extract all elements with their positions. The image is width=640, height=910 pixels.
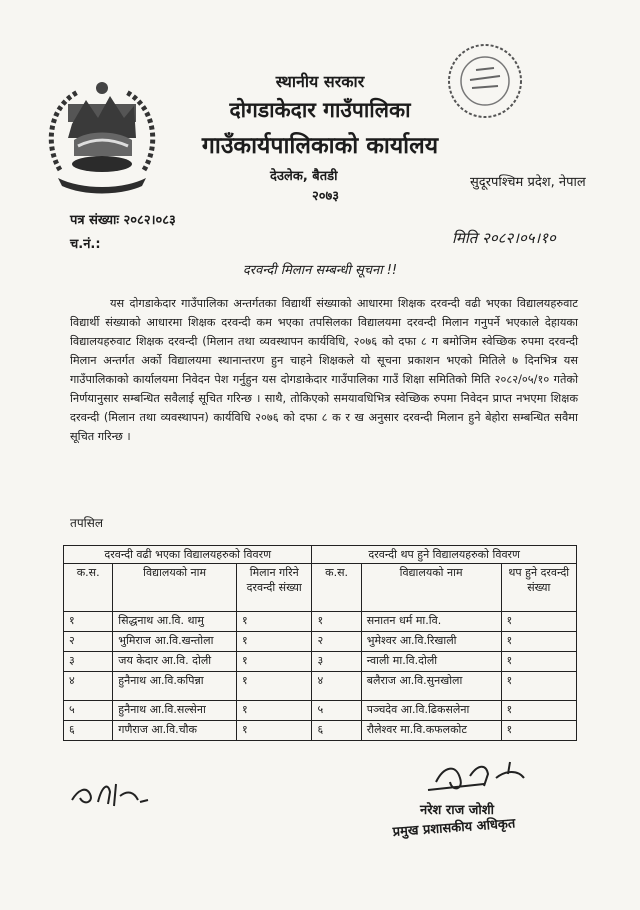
cell-to-school: भुमेश्वर आ.वि.रिखाली	[361, 632, 501, 652]
group-header-surplus: दरवन्दी वढी भएका विद्यालयहरुको विवरण	[64, 546, 312, 564]
cell-count: १	[237, 652, 312, 672]
table-row	[64, 632, 577, 652]
cell-count-2: १	[501, 672, 576, 701]
cell-to-school: पञ्चदेव आ.वि.ढिकसलेना	[361, 701, 501, 721]
cell-to-school: सनातन धर्म मा.वि.	[361, 612, 501, 632]
cell-sn: १	[64, 612, 113, 632]
initials-signature-icon	[68, 772, 160, 812]
letter-date: मिति २०८२।०५।१०	[452, 229, 556, 247]
letter-number: पत्र संख्याः २०८२।०८३	[70, 213, 176, 228]
notice-body: यस दोगडाकेदार गाउँपालिका अन्तर्गतका विद्यार्थी संख्याको आधारमा शिक्षक दरवन्दी वढी भएका विद्यालयहरुवाट विद्यार्थी संख्याको आधारमा शिक्षक दरवन्दी कम भएका तपसिलका विद्यालयमा दरवन्दी मिलान गनुपर्ने भएकाले देहायका विद्यालयहरुवाट शिक्षक दरवन्दी (मिलान तथा व्यवस्थापन कार्यविधि, २०७६ को दफा ८ ग बमोजिम स्वेच्छिक रुपमा दरवन्दी मिलान अन्तर्गत अर्को विद्यालयमा स्थानान्तरण हुन चाहने शिक्षकले यो सूचना प्रकाशन भएको मितिले ७ दिनभित्र यस गाउँपालिकाको कार्यालयमा निवेदन पेश गर्नुहुन यस दोगडाकेदार गाउँपालिका गाउँ शिक्षा समितिको मिति २०८२/०५/१० गतेको निर्णयानुसार सम्बन्धित सवैलाई सूचित गरिन्छ । साथै, तोकिएको समयावधिभित्र स्वेच्छिक रुपमा निवेदन प्राप्त नभएमा शिक्षक दरवन्दी (मिलान तथा व्यवस्थापन) कार्यविधि २०७६ को दफा ८ क र ख अनुसार दरवन्दी मिलान हुने बेहोरा सम्बन्धित सवैमा सूचित गरिन्छ ।	[70, 297, 578, 443]
header-province: सुदूरपश्चिम प्रदेश, नेपाल	[470, 175, 586, 190]
officer-name: नरेश राज जोशी	[420, 803, 494, 818]
header-location: देउलेक, बैतडी	[270, 169, 338, 184]
officer-title: प्रमुख प्रशासकीय अधिकृत	[392, 816, 516, 840]
group-header-addition: दरवन्दी थप हुने विद्यालयहरुको विवरण	[312, 546, 577, 564]
table-row	[64, 701, 577, 721]
cell-sn-2: १	[312, 612, 361, 632]
cell-sn: ५	[64, 701, 113, 721]
cell-count: १	[237, 672, 312, 701]
table-row	[64, 721, 577, 741]
cell-count-2: १	[501, 612, 576, 632]
adjustment-table	[63, 545, 577, 741]
cell-sn-2: ६	[312, 721, 361, 741]
cell-sn-2: २	[312, 632, 361, 652]
cell-count: १	[237, 632, 312, 652]
cell-sn-2: ३	[312, 652, 361, 672]
col-school-name-2: विद्यालयको नाम	[361, 564, 501, 612]
cell-count-2: १	[501, 721, 576, 741]
cell-sn: ४	[64, 672, 113, 701]
cell-count-2: १	[501, 701, 576, 721]
cell-to-school: बलैराज आ.वि.सुनखोला	[361, 672, 501, 701]
cell-from-school: सिद्धनाथ आ.वि. थामु	[113, 612, 237, 632]
cell-count-2: १	[501, 632, 576, 652]
cell-to-school: न्वाली मा.वि.दोली	[361, 652, 501, 672]
cell-to-school: रौलेश्वर मा.वि.कफलकोट	[361, 721, 501, 741]
cell-from-school: हुनैनाथ आ.वि.कपिन्ना	[113, 672, 237, 701]
cell-sn: २	[64, 632, 113, 652]
cell-sn-2: ४	[312, 672, 361, 701]
cell-count-2: १	[501, 652, 576, 672]
cell-count: १	[237, 612, 312, 632]
cell-from-school: जय केदार आ.वि. दोली	[113, 652, 237, 672]
cell-sn: ६	[64, 721, 113, 741]
cell-from-school: भुमिराज आ.वि.खन्तोला	[113, 632, 237, 652]
chalani-number: च.नं.:	[70, 237, 101, 252]
header-office: गाउँकार्यपालिकाको कार्यालय	[201, 133, 439, 159]
header-local-government: स्थानीय सरकार	[275, 72, 365, 91]
table-row	[64, 672, 577, 701]
cell-sn: ३	[64, 652, 113, 672]
col-school-name: विद्यालयको नाम	[113, 564, 237, 612]
cell-sn-2: ५	[312, 701, 361, 721]
col-adjust-count: मिलान गरिने दरवन्दी संख्या	[237, 564, 312, 612]
table-row	[64, 652, 577, 672]
table-row	[64, 612, 577, 632]
col-add-count: थप हुने दरवन्दी संख्या	[501, 564, 576, 612]
tapasil-label: तपसिल	[70, 516, 104, 530]
col-sn: क.स.	[64, 564, 113, 612]
cell-from-school: गणैराज आ.वि.चौक	[113, 721, 237, 741]
cell-from-school: हुनैनाथ आ.वि.सल्सेना	[113, 701, 237, 721]
col-sn-2: क.स.	[312, 564, 361, 612]
cell-count: १	[237, 701, 312, 721]
header-year: २०७३	[312, 189, 340, 204]
cell-count: १	[237, 721, 312, 741]
officer-signature-icon	[426, 756, 536, 798]
header-municipality: दोगडाकेदार गाउँपालिका	[229, 98, 411, 122]
notice-subject: दरवन्दी मिलान सम्बन्धी सूचना !!	[242, 263, 398, 278]
